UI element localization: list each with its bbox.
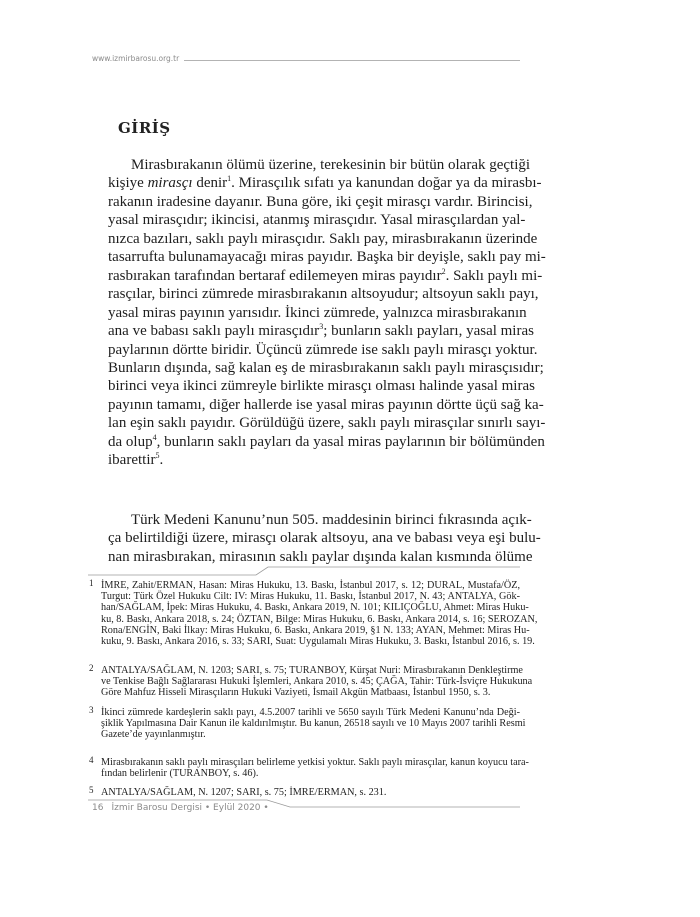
footnote-ref: 5 (155, 451, 160, 461)
text-segment: . Mirasçılık sıfatı ya kanundan doğar ya da mirasbı- (231, 175, 542, 192)
text-segment: tasarrufta bulunamayacağı miras payıdır. Başka bir deyişle, saklı pay mi- (108, 249, 546, 266)
footnote-line: Gazete’de yayınlanmıştır. (101, 729, 206, 741)
footnote-line: Mirasbırakanın saklı paylı mirasçıları belirleme yetkisi yoktur. Saklı paylı mirasçılar, kanun koyucu tara- (101, 757, 529, 768)
text-line (108, 432, 545, 451)
footnote-number: 4 (89, 755, 94, 765)
text-segment: Mirasbırakanın ölümü üzerine, terekesinin bir bütün olarak geçtiği (131, 157, 531, 173)
text-segment: ça belirtildiği üzere, mirasçı olarak altsoyu, ana ve babası veya eşi bulu- (108, 530, 541, 547)
text-line (108, 396, 544, 414)
text-line (108, 414, 546, 432)
page-number: 16 (92, 803, 104, 813)
journal-name: İzmir Barosu Dergisi • Eylül 2020 • (111, 803, 269, 813)
text-line (131, 156, 531, 174)
footnote-ref: 3 (319, 322, 324, 332)
text-line (108, 377, 535, 395)
footnote-ref: 1 (227, 174, 232, 184)
footer (92, 803, 277, 813)
footnote-number: 2 (89, 663, 94, 673)
text-segment: birinci veya ikinci zümreyle birlikte mirasçı olması halinde yasal miras (108, 378, 535, 395)
footnote-line: ANTALYA/SAĞLAM, N. 1203; SARI, s. 75; TURANBOY, Kürşat Nuri: Mirasbırakanın Denkleştirme (101, 665, 523, 676)
text-segment: nan mirasbırakan, mirasının saklı paylar dışında kalan kısmında ölüme (108, 548, 533, 565)
text-segment: yasal miras payının yarısıdır. İkinci zümrede, yalnızca mirasbırakanın (108, 304, 527, 321)
footnote-line: kuku, 9. Baskı, Ankara 2016, s. 33; SARI, Suat: Uygulamalı Miras Hukuku, 3. Baskı, İstanbul 2016, s. 19. (101, 636, 535, 647)
text-segment: nızca bazıları, saklı paylı mirasçıdır. Saklı pay, mirasbırakanın üzerinde (108, 230, 538, 247)
text-line (108, 193, 533, 211)
footnote-line: Turgut: Türk Özel Hukuku Cilt: IV: Miras Hukuku, 11. Baskı, İstanbul 2017, N. 43; ANTALYA, Gök- (101, 591, 520, 603)
text-line (108, 248, 546, 266)
text-segment: ana ve babası saklı paylı mirasçıdır (108, 323, 320, 340)
footnote-line: şiklik Yapılmasına Dair Kanun ile kaldırılmıştır. Bu kanun, 26518 sayılı ve 10 Mayıs 2007 tarihli Resmi (101, 718, 526, 730)
text-segment: paylarının dörtte biridir. Üçüncü zümrede ise saklı paylı mirasçı yoktur. (108, 341, 538, 358)
text-line (108, 285, 539, 303)
text-segment: Türk Medeni Kanunu’nun 505. maddesinin birinci fıkrasında açık- (131, 512, 532, 528)
text-segment: ; bunların saklı payları, yasal miras (323, 323, 534, 340)
text-line (108, 548, 533, 566)
text-line (108, 230, 538, 248)
footnote-line: İMRE, Zahit/ERMAN, Hasan: Miras Hukuku, 13. Baskı, İstanbul 2017, s. 12; DURAL, Mustafa/ÖZ, (101, 580, 520, 591)
text-segment: rakanın iradesine dayanır. Buna göre, iki çeşit mirasçı vardır. Birincisi, (108, 193, 533, 210)
footnote-line: han/SAĞLAM, İpek: Miras Hukuku, 4. Baskı, Ankara 2019, N. 101; KILIÇOĞLU, Ahmet: Miras Huku- (101, 602, 529, 614)
text-line (108, 359, 544, 377)
text-line (108, 304, 527, 322)
footnote-line: Göre Mahfuz Hisseli Mirasçıların Hukuki Vaziyeti, İsmail Akgün Matbaası, İstanbul 1950, s. 3. (101, 687, 491, 699)
section-heading: GİRİŞ (118, 119, 171, 137)
text-segment: lan eşin saklı payıdır. Görüldüğü üzere, saklı paylı mirasçılar sınırlı sayı- (108, 415, 546, 432)
footnote-line: ve Tenkise Bağlı Sağlararası Hukuki İşlemleri, Ankara 2010, s. 45; ÇAĞA, Tahir: Türk-İsviçre Hukukuna (101, 676, 533, 688)
header-site-url: www.izmirbarosu.org.tr (92, 54, 180, 63)
text-segment: rasçılar, birinci zümrede mirasbırakanın altsoyudur; altsoyun saklı payı, (108, 286, 539, 303)
text-line (108, 322, 534, 340)
footnote-line: Rona/ENGİN, Baki İlkay: Miras Hukuku, 6. Baskı, Ankara 2019, §1 N. 133; AYAN, Mehmet: Miras Hu- (101, 624, 530, 636)
text-line (108, 451, 519, 469)
footnote-number: 3 (89, 705, 94, 715)
footnote-number: 1 (89, 578, 94, 588)
text-segment: Bunların dışında, sağ kalan eş de mirasbırakanın saklı paylı mirasçısıdır; (108, 359, 544, 376)
footnote-ref: 2 (441, 266, 446, 276)
text-segment: . Saklı paylı mi- (445, 267, 543, 284)
text-segment: da olup (108, 433, 153, 450)
text-segment: . (159, 452, 164, 469)
text-segment: rasbırakan tarafından bertaraf edilemeyen miras payıdır (108, 267, 442, 284)
text-segment: denir (192, 175, 228, 192)
text-segment: , bunların saklı payları da yasal miras paylarının bir bölümünden (156, 433, 545, 450)
text-segment: kişiye (108, 175, 148, 192)
footnote-line: fından belirlenir (TURANBOY, s. 46). (101, 768, 259, 780)
footnote-line: İkinci zümrede kardeşlerin saklı payı, 4.5.2007 tarihli ve 5650 sayılı Türk Medeni Kanunu’nda Deği- (101, 707, 520, 718)
emphasis: mirasçı (147, 175, 193, 192)
text-line (131, 511, 532, 529)
footnote-ref: 4 (152, 432, 157, 442)
text-segment: payının tamamı, diğer hallerde ise yasal miras payının dörtte üçü sağ ka- (108, 396, 544, 413)
footnote-line: ku, 8. Baskı, Ankara 2018, s. 24; ÖZTAN, Bilge: Miras Hukuku, 6. Baskı, Ankara 2014, s. 16; SEROZAN, (101, 613, 538, 625)
footnote-number: 5 (89, 785, 94, 795)
text-line (108, 341, 538, 359)
text-line (108, 211, 526, 229)
text-segment: ibarettir (108, 452, 156, 469)
text-line (108, 266, 543, 285)
text-line (108, 174, 542, 192)
footnote-line: ANTALYA/SAĞLAM, N. 1207; SARI, s. 75; İMRE/ERMAN, s. 231. (101, 787, 387, 798)
footnote-separator (88, 567, 520, 575)
text-segment: yasal mirasçıdır; ikincisi, atanmış mirasçıdır. Yasal mirasçılardan yal- (108, 212, 526, 229)
text-line (108, 529, 541, 547)
